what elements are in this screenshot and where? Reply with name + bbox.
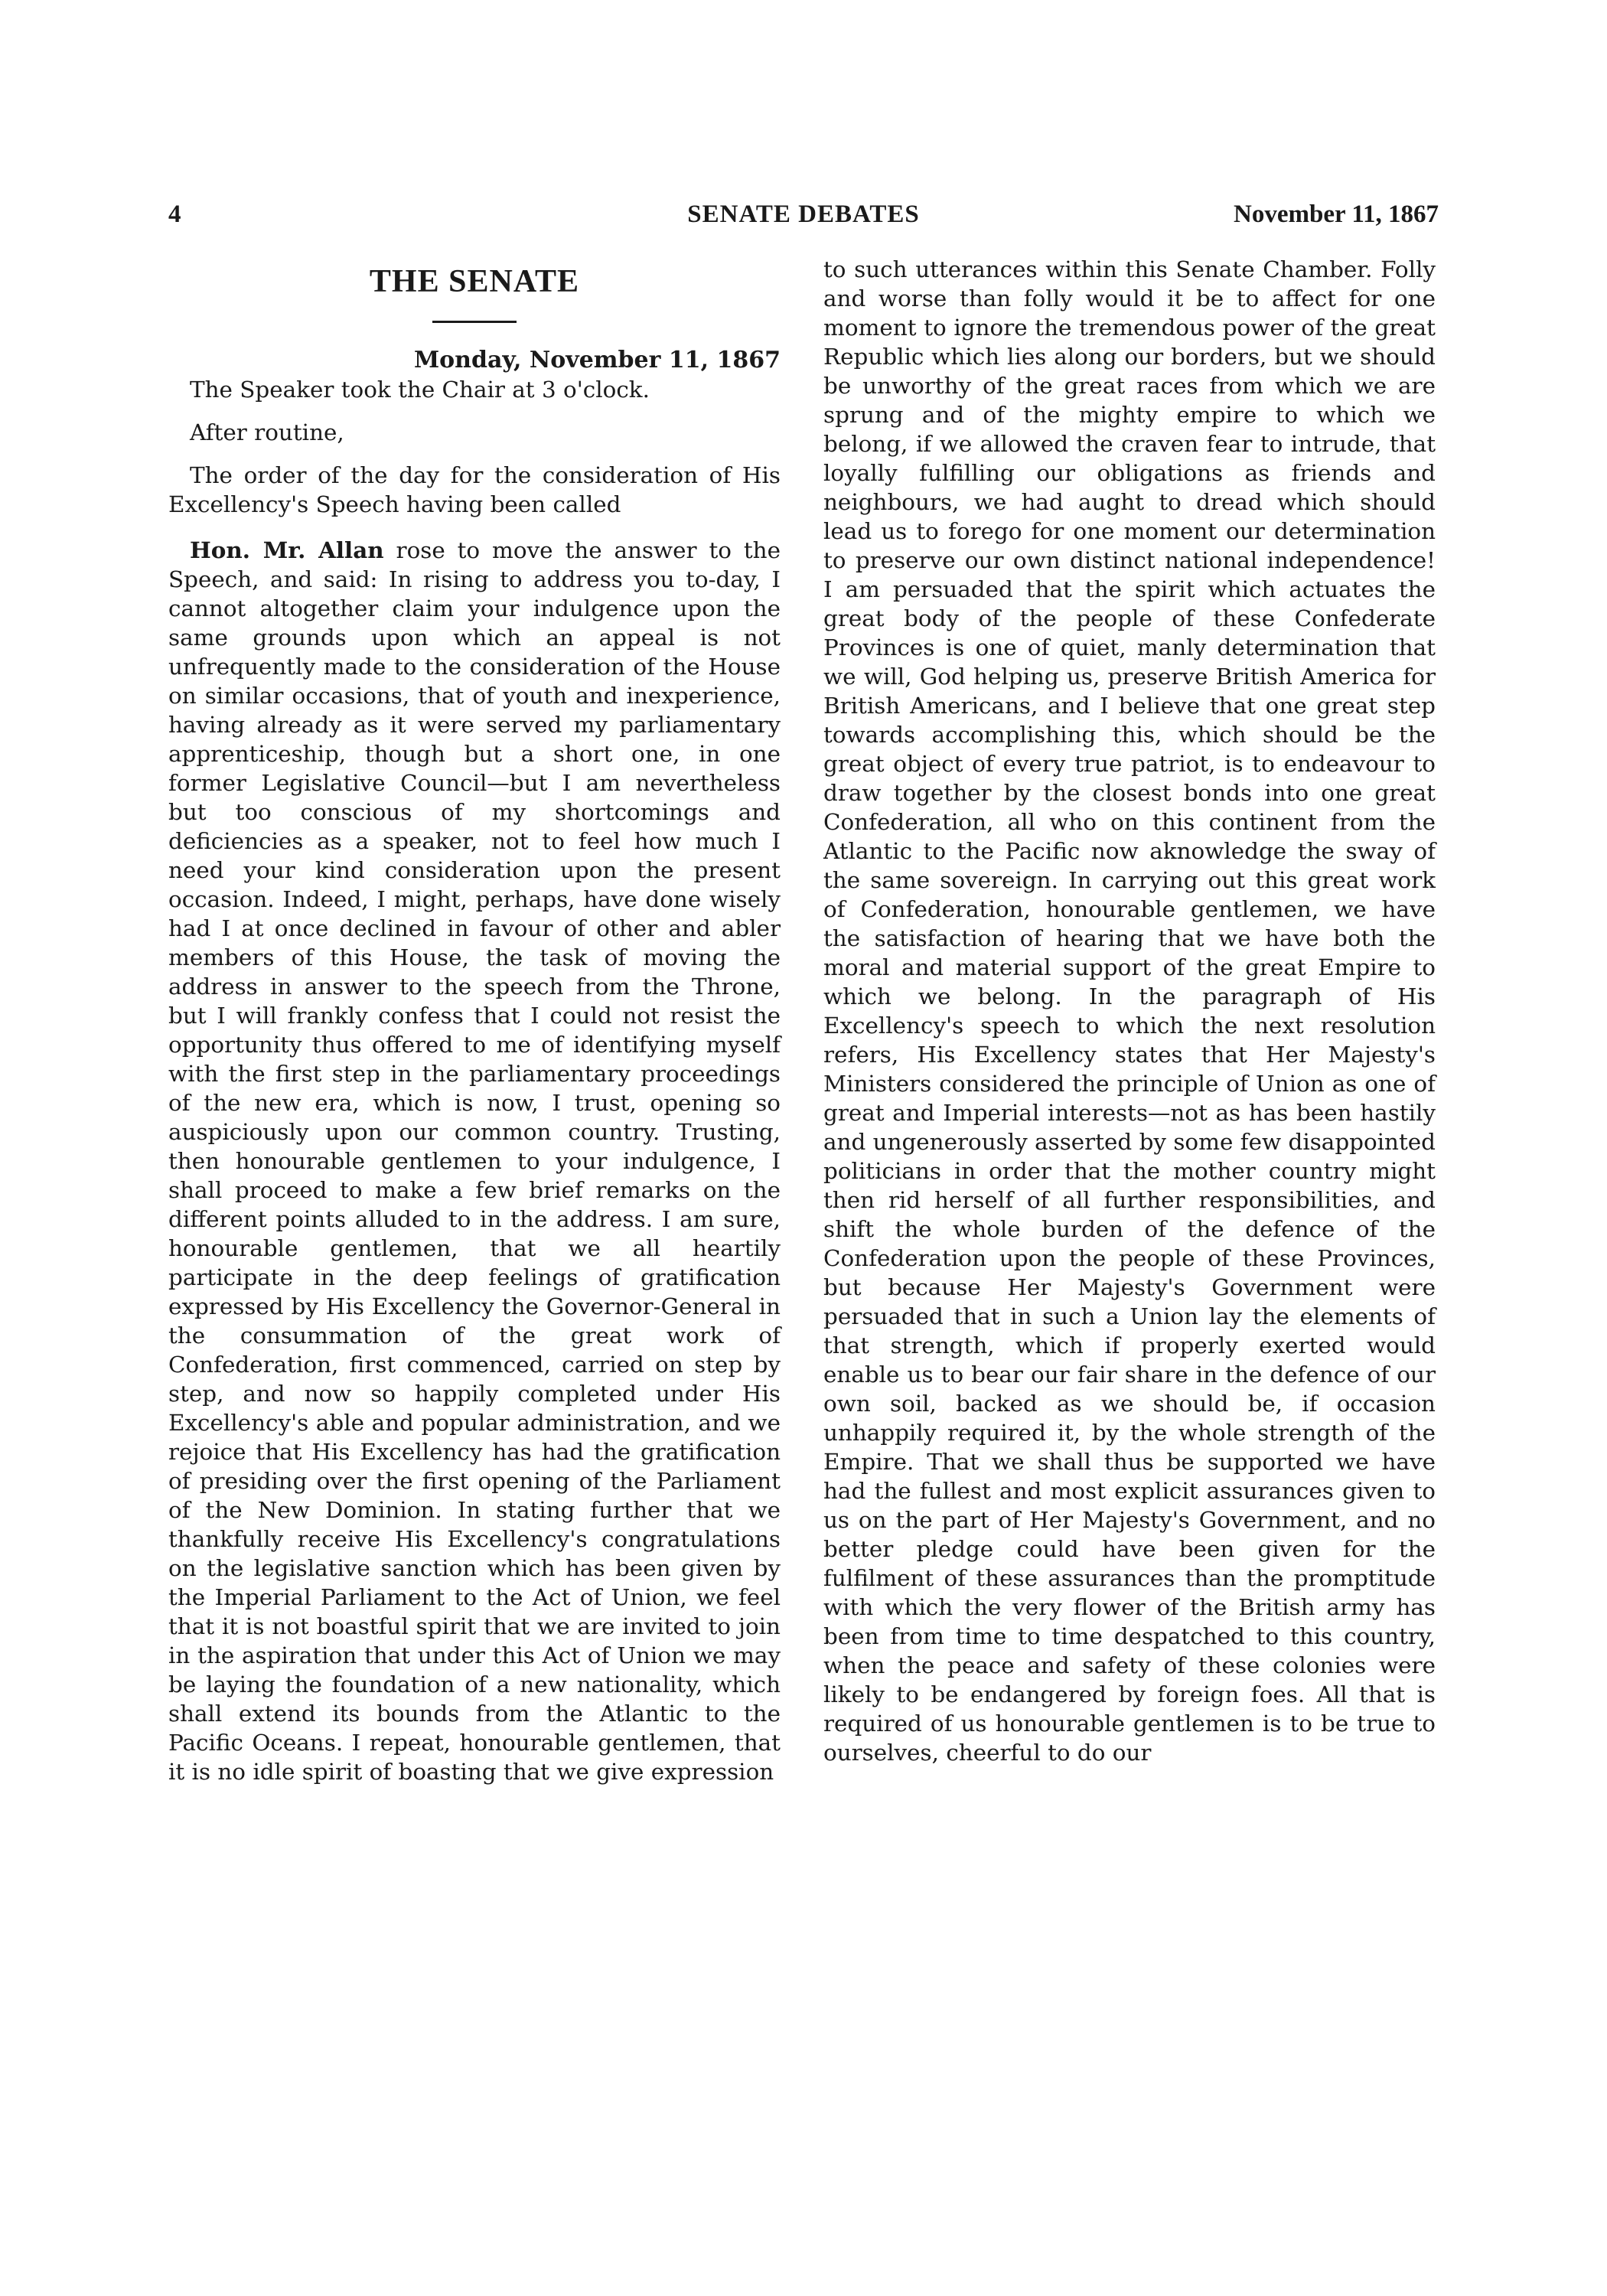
header-date: November 11, 1867 <box>1234 201 1439 228</box>
page-number: 4 <box>168 201 181 228</box>
paragraph-routine: After routine, <box>190 419 344 445</box>
sitting-dateline: Monday, November 11, 1867 <box>413 347 781 373</box>
left-column <box>168 255 781 1786</box>
speech-paragraph <box>168 536 781 1786</box>
speech-text-left: rose to move the answer to the Speech, and said: In rising to address you to-day, I cannot altogether claim your indulgence upon the same grounds upon which an appeal is not unfrequently made to the consideration of the House on similar occasions, that of youth and inexperience, having already as it were served my parliamentary apprenticeship, though but a short one, in one former Legislative Council—but I am nevertheless but too conscious of my shortcomings and deficiencies as a speaker, not to feel how much I need your kind consideration upon the present occasion. Indeed, I might, perhaps, have done wisely had I at once declined in favour of other and abler members of this House, the task of moving the address in answer to the speech from the Throne, but I will frankly confess that I could not resist the opportunity thus offered to me of identifying myself with the first step in the parliamentary proceedings of the new era, which is now, I trust, opening so auspiciously upon our common country. Trusting, then honourable gentlemen to your indulgence, I shall proceed to make a few brief remarks on the different points alluded to in the address. I am sure, honourable gentlemen, that we all heartily participate in the deep feelings of gratification expressed by His Excellency the Governor-General in the consummation of the great work of Confederation, first commenced, carried on step by step, and now so happily completed under His Excellency's able and popular administration, and we rejoice that His Excellency has had the gratification of presiding over the first opening of the Parliament of the New Dominion. In stating further that we thankfully receive His Excellency's congratulations on the legislative sanction which has been given by the Imperial Parliament to the Act of Union, we feel that it is not boastful spirit that we are invited to join in the aspiration that under this Act of Union we may be laying the foundation of a new nationality, which shall extend its bounds from the Atlantic to the Pacific Oceans. I repeat, honourable gentlemen, that it is no idle spirit of boasting that we give expression <box>168 537 781 1785</box>
speaker-name: Hon. Mr. Allan <box>190 536 384 563</box>
publication-title: SENATE DEBATES <box>687 201 920 228</box>
title-rule <box>432 321 517 323</box>
paragraph-chair: The Speaker took the Chair at 3 o'clock. <box>190 377 650 403</box>
running-header <box>168 201 1439 246</box>
right-column <box>823 255 1436 1767</box>
section-title: THE SENATE <box>369 264 580 299</box>
paragraph-order-of-day: The order of the day for the consideration of His Excellency's Speech having been called <box>168 462 781 517</box>
speech-text-right: to such utterances within this Senate Chamber. Folly and worse than folly would it be to affect for one moment to ignore the tremendous power of the great Republic which lies along our borders, but we should be unworthy of the great races from which we are sprung and of the mighty empire to which we belong, if we allowed the craven fear to intrude, that loyally fulfilling our obligations as friends and neighbours, we had aught to dread which should lead us to forego for one moment our determination to preserve our own distinct national independence! I am persuaded that the spirit which actuates the great body of the people of these Confederate Provinces is one of quiet, manly determination that we will, God helping us, preserve British America for British Americans, and I believe that one great step towards accomplishing this, which should be the great object of every true patriot, is to endeavour to draw together by the closest bonds into one great Confederation, all who on this continent from the Atlantic to the Pacific now aknowledge the sway of the same sovereign. In carrying out this great work of Confederation, honourable gentlemen, we have the satisfaction of hearing that we have both the moral and material support of the great Empire to which we belong. In the paragraph of His Excellency's speech to which the next resolution refers, His Excellency states that Her Majesty's Ministers considered the principle of Union as one of great and Imperial interests—not as has been hastily and ungenerously asserted by some few disappointed politicians in order that the mother country might then rid herself of all further responsibilities, and shift the whole burden of the defence of the Confederation upon the people of these Provinces, but because Her Majesty's Government were persuaded that in such a Union lay the elements of that strength, which if properly exerted would enable us to bear our fair share in the defence of our own soil, backed as we should be, if occasion unhappily required it, by the whole strength of the Empire. That we shall thus be supported we have had the fullest and most explicit assurances given to us on the part of Her Majesty's Government, and no better pledge could have been given for the fulfilment of these assurances than the promptitude with which the very flower of the British army has been from time to time despatched to this country, when the peace and safety of these colonies were likely to be endangered by foreign foes. All that is required of us honourable gentlemen is to be true to ourselves, cheerful to do our <box>823 256 1436 1766</box>
